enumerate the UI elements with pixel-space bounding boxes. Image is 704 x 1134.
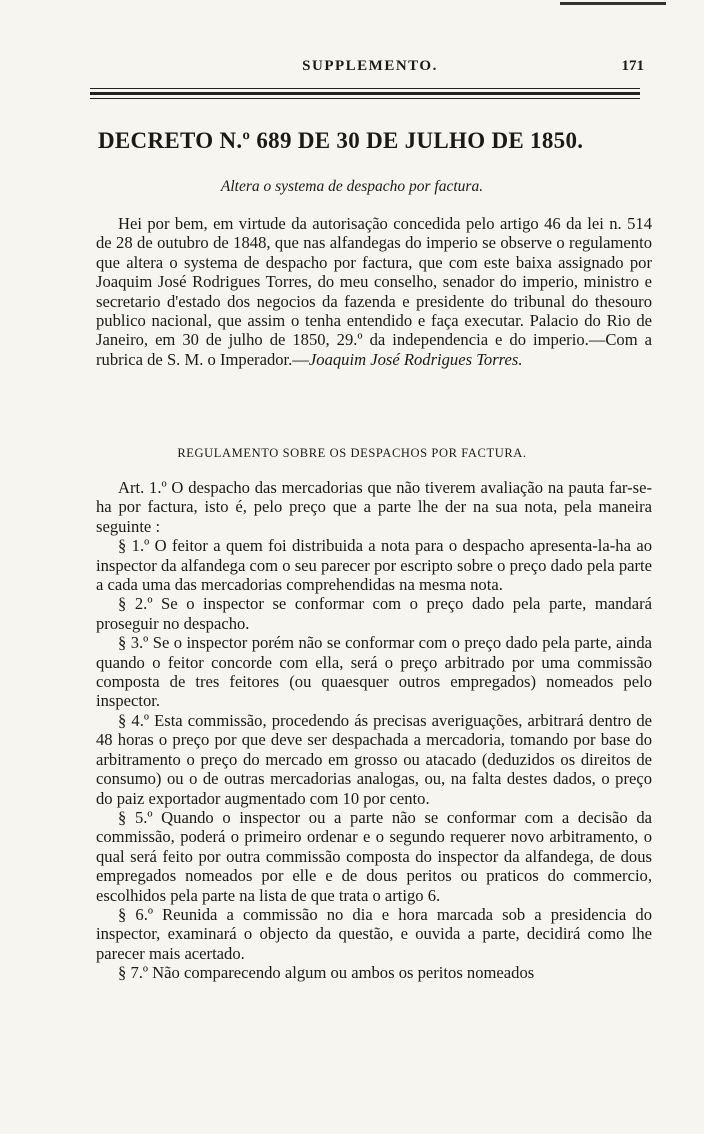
decree-body-block bbox=[96, 214, 652, 369]
article-1: Art. 1.º O despacho das mercadorias que não tiverem avaliação na pauta far-se-ha por factura, isto é, pelo preço que a parte lhe der na sua nota, pela maneira seguinte : bbox=[96, 478, 652, 536]
running-title: SUPPLEMENTO. bbox=[302, 58, 438, 74]
decree-subtitle: Altera o systema de despacho por factura. bbox=[220, 178, 484, 195]
header-rule-thick bbox=[90, 92, 640, 95]
paragraph-1: § 1.º O feitor a quem foi distribuida a nota para o despacho apresenta-la-ha ao inspector da alfandega com o seu parecer por escripto sobre o preço dado pela parte a cada uma das mercadorias comprehendidas na mesma nota. bbox=[96, 536, 652, 595]
top-edge-rule bbox=[560, 2, 666, 5]
paragraph-7: § 7.º Não comparecendo algum ou ambos os peritos nomeados bbox=[118, 963, 535, 983]
paragraph-3: § 3.º Se o inspector porém não se conformar com o preço dado pela parte, ainda quando o feitor concorde com ella, será o preço arbitrado por uma commissão composta de tres feitores (ou quaesquer outros empregados) nomeados pelo inspector. bbox=[96, 633, 652, 711]
paragraph-2: § 2.º Se o inspector se conformar com o preço dado pela parte, mandará proseguir no despacho. bbox=[96, 594, 652, 633]
regulation-heading: REGULAMENTO SOBRE OS DESPACHOS POR FACTURA. bbox=[177, 446, 527, 460]
decree-title: DECRETO N.º 689 DE 30 DE JULHO DE 1850. bbox=[98, 128, 584, 153]
page-number: 171 bbox=[621, 58, 644, 74]
decree-body bbox=[96, 214, 652, 369]
regulation-body bbox=[96, 478, 652, 983]
paragraph-5: § 5.º Quando o inspector ou a parte não se conformar com a decisão da commissão, poderá o primeiro ordenar e o segundo requerer novo arbitramento, o qual será feito por outra commissão composta do inspector da alfandega, de dous empregados nomeados por elle e de dous peritos ou praticos do commercio, escolhidos pela parte na lista de que trata o artigo 6. bbox=[96, 807, 652, 905]
running-header bbox=[90, 58, 650, 82]
header-rule-thin-bottom bbox=[90, 98, 640, 99]
paragraph-4: § 4.º Esta commissão, procedendo ás precisas averiguações, arbitrará dentro de 48 horas o preço por que deve ser despachada a mercadoria, tomando por base do arbitramento o preço do mercado em grosso ou atacado (deduzidos os direitos de consumo) ou o de outras mercadorias analogas, ou, na falta destes dados, o preço do paiz exportador augmentado com 10 por cento. bbox=[96, 710, 652, 808]
decree-signature: Joaquim José Rodrigues Torres. bbox=[308, 349, 523, 369]
paragraph-6: § 6.º Reunida a commissão no dia e hora marcada sob a presidencia do inspector, examinará o objecto da questão, e ouvida a parte, decidirá como lhe parecer mais acertado. bbox=[96, 904, 652, 963]
decree-body-text: Hei por bem, em virtude da autorisação concedida pelo artigo 46 da lei n. 514 de 28 de outubro de 1848, que nas alfandegas do imperio se observe o regulamento que altera o systema de despacho por factura, que com este baixa assignado por Joaquim José Rodrigues Torres, do meu conselho, senador do imperio, ministro e secretario d'estado dos negocios da fazenda e presidente do tribunal do thesouro publico nacional, que assim o tenha entendido e faça executar. Palacio do Rio de Janeiro, em 30 de julho de 1850, 29.º da independencia e do imperio.—Com a rubrica de S. M. o Imperador.— bbox=[96, 214, 652, 369]
header-rule-thin-top bbox=[90, 88, 640, 89]
